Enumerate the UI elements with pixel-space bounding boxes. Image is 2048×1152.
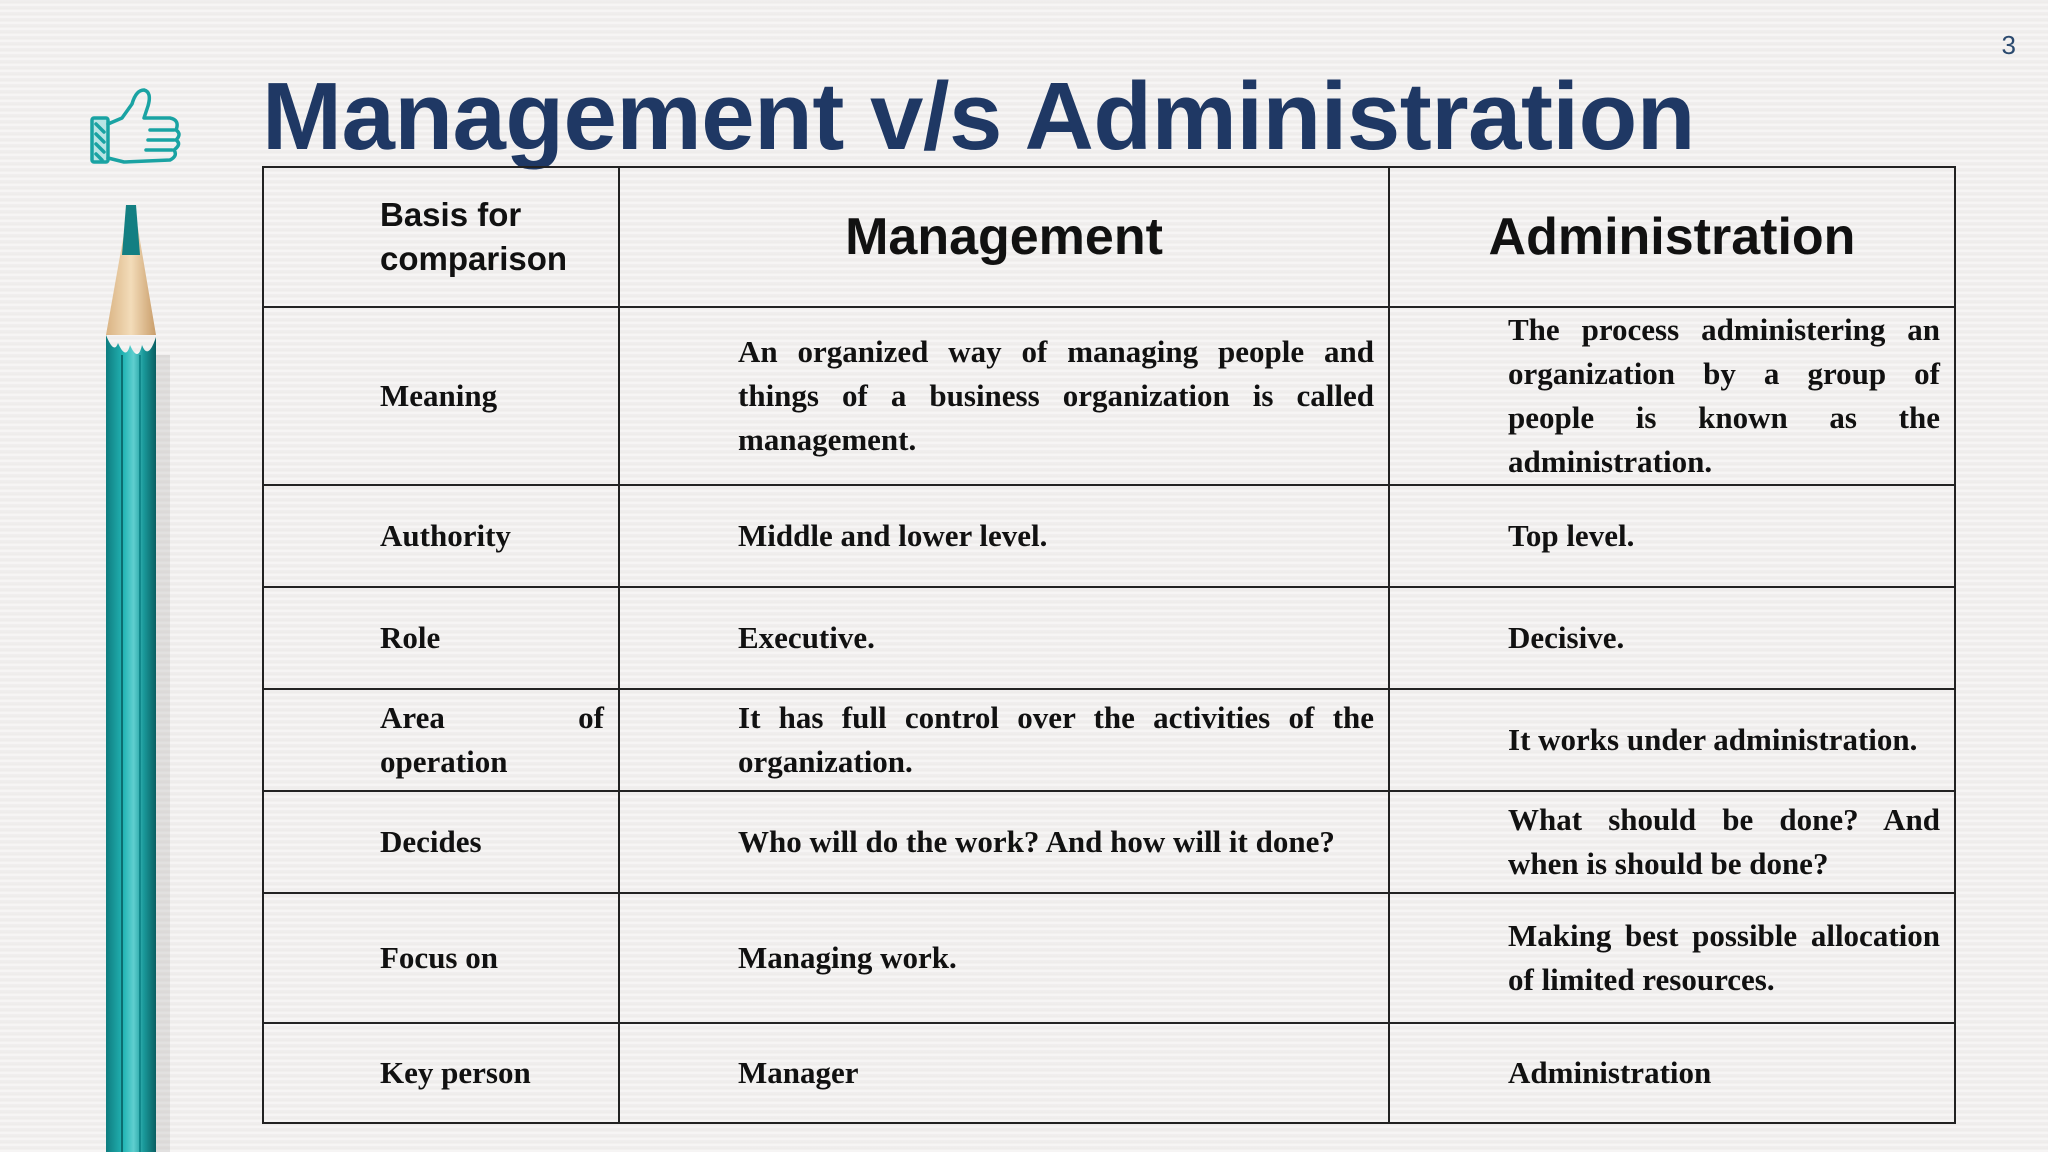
- row-management-cell: Managing work.: [619, 893, 1389, 1023]
- row-management-cell: Middle and lower level.: [619, 485, 1389, 587]
- row-administration-cell: Top level.: [1389, 485, 1955, 587]
- row-management-cell: It has full control over the activities of the organization.: [619, 689, 1389, 791]
- comparison-table: [262, 166, 1956, 1124]
- table-row: [263, 1023, 1955, 1123]
- row-administration-cell: Decisive.: [1389, 587, 1955, 689]
- table-row: [263, 587, 1955, 689]
- header-administration: Administration: [1389, 167, 1955, 307]
- row-management-cell: An organized way of managing people and things of a business organization is called management.: [619, 307, 1389, 485]
- table-row: [263, 893, 1955, 1023]
- table-row: [263, 689, 1955, 791]
- row-basis-cell: Focus on: [263, 893, 619, 1023]
- row-management-cell: Who will do the work? And how will it done?: [619, 791, 1389, 893]
- table-row: [263, 307, 1955, 485]
- header-management: Management: [619, 167, 1389, 307]
- row-basis-cell: Authority: [263, 485, 619, 587]
- thumbs-up-icon: [88, 84, 184, 174]
- page-number: 3: [2001, 30, 2016, 60]
- row-basis-cell: Meaning: [263, 307, 619, 485]
- table-row: [263, 485, 1955, 587]
- row-administration-cell: The process administering an organization by a group of people is known as the administration.: [1389, 307, 1955, 485]
- row-basis-cell: Area of operation: [263, 689, 619, 791]
- row-administration-cell: Making best possible allocation of limited resources.: [1389, 893, 1955, 1023]
- row-basis-cell: Role: [263, 587, 619, 689]
- row-management-cell: Manager: [619, 1023, 1389, 1123]
- row-administration-cell: It works under administration.: [1389, 689, 1955, 791]
- row-basis-cell: Decides: [263, 791, 619, 893]
- row-basis-cell: Key person: [263, 1023, 619, 1123]
- slide-title: Management v/s Administration: [262, 63, 1695, 170]
- table-header-row: [263, 167, 1955, 307]
- row-administration-cell: Administration: [1389, 1023, 1955, 1123]
- header-basis-for-comparison: Basis for comparison: [263, 167, 619, 307]
- row-management-cell: Executive.: [619, 587, 1389, 689]
- row-administration-cell: What should be done? And when is should be done?: [1389, 791, 1955, 893]
- pencil-decoration: [96, 205, 176, 1152]
- table-row: [263, 791, 1955, 893]
